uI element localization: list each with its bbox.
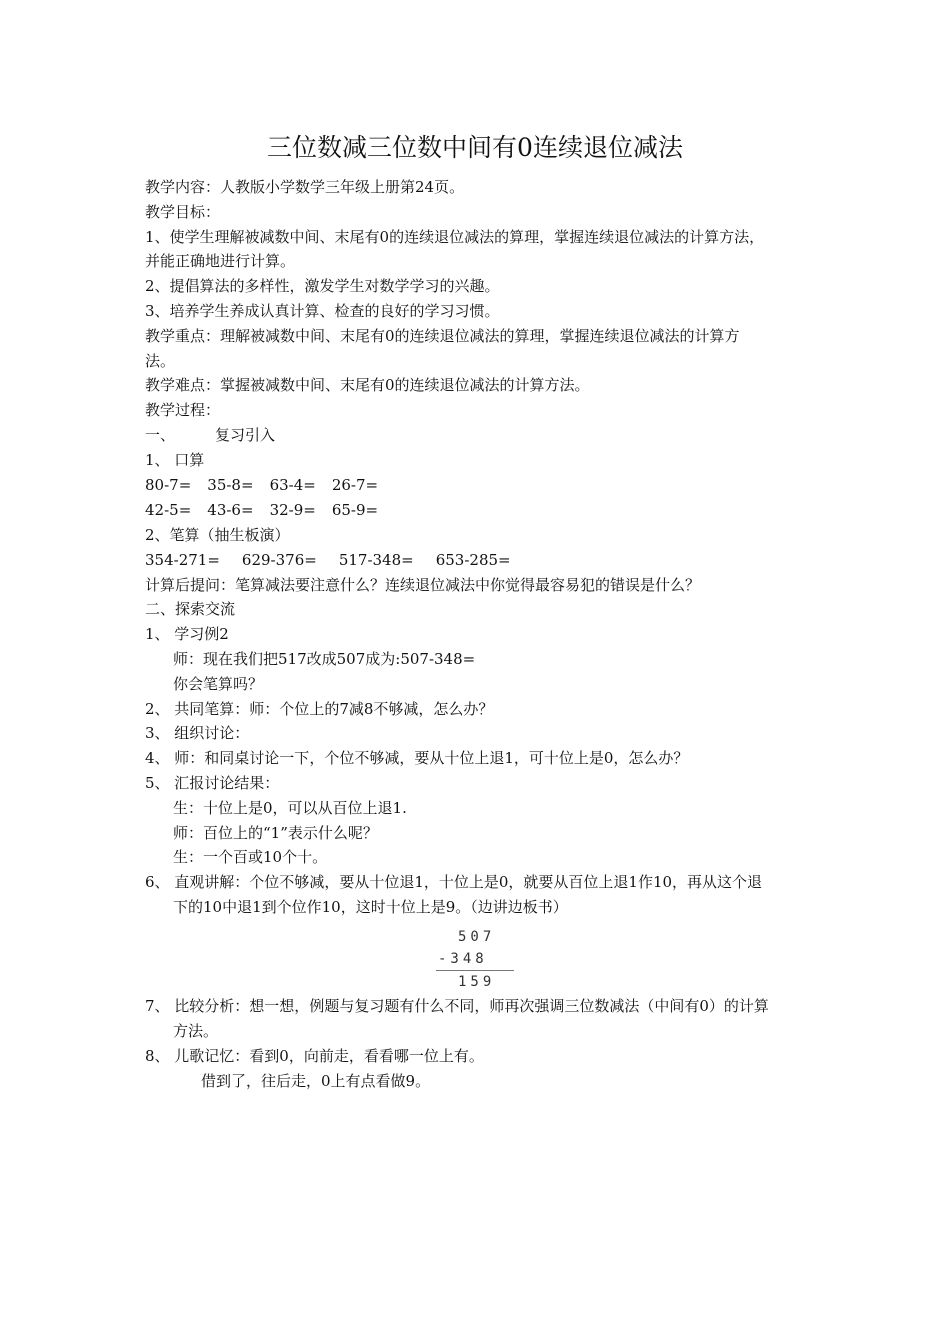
goal-1-line-2: 并能正确地进行计算。 bbox=[145, 252, 296, 270]
step-4: 4、 师：和同桌讨论一下，个位不够减，要从十位上退1，可十位上是0，怎么办？ bbox=[145, 749, 689, 767]
key-point-line-1: 教学重点：理解被减数中间、末尾有0的连续退位减法的算理，掌握连续退位减法的计算方 bbox=[145, 327, 740, 345]
difficulty-point: 教学难点：掌握被减数中间、末尾有0的连续退位减法的计算方法。 bbox=[145, 376, 590, 394]
section-1-heading bbox=[145, 424, 275, 446]
step-5-teacher-question: 师：百位上的“1”表示什么呢？ bbox=[173, 824, 378, 842]
step-8-line-2: 借到了，往后走，0上有点看做9。 bbox=[201, 1072, 431, 1090]
step-1-question: 你会笔算吗？ bbox=[173, 675, 264, 693]
step-8-line-1: 8、 儿歌记忆：看到0，向前走，看看哪一位上有。 bbox=[145, 1047, 484, 1065]
oral-problem: 32-9= bbox=[269, 501, 316, 519]
step-2: 2、 共同笔算：师：个位上的7减8不够减，怎么办？ bbox=[145, 700, 494, 718]
step-7-line-2: 方法。 bbox=[173, 1022, 219, 1040]
step-5-student-answer: 生：十位上是0，可以从百位上退1. bbox=[173, 799, 407, 817]
key-point-line-2: 法。 bbox=[145, 352, 176, 370]
review-question: 计算后提问：笔算减法要注意什么？连续退位减法中你觉得最容易犯的错误是什么？ bbox=[145, 576, 701, 594]
oral-heading: 1、 口算 bbox=[145, 451, 205, 469]
step-1-teacher: 师：现在我们把517改成507成为:507-348= bbox=[173, 650, 476, 668]
step-7-line-1: 7、 比较分析：想一想，例题与复习题有什么不同，师再次强调三位数减法（中间有0）的计算 bbox=[145, 997, 769, 1015]
section-2-heading: 二、探索交流 bbox=[145, 600, 236, 618]
step-6-line-2: 下的10中退1到个位作10，这时十位上是9。（边讲边板书） bbox=[173, 898, 568, 916]
oral-problem: 42-5= bbox=[145, 501, 192, 519]
step-1: 1、 学习例2 bbox=[145, 625, 229, 643]
oral-problem: 80-7= bbox=[145, 476, 192, 494]
process-heading: 教学过程： bbox=[145, 401, 221, 419]
section-1-number: 一、 bbox=[145, 426, 176, 444]
oral-row-1 bbox=[145, 474, 394, 496]
step-5-student-reply: 生：一个百或10个十。 bbox=[173, 848, 328, 866]
oral-problem: 63-4= bbox=[269, 476, 316, 494]
teaching-content: 教学内容：人教版小学数学三年级上册第24页。 bbox=[145, 178, 465, 196]
written-problem: 653-285= bbox=[435, 551, 511, 569]
oral-problem: 65-9= bbox=[331, 501, 379, 519]
written-problem: 354-271= bbox=[145, 551, 220, 569]
goal-1-line-1: 1、使学生理解被减数中间、末尾有0的连续退位减法的算理，掌握连续退位减法的计算方法， bbox=[145, 228, 765, 246]
goal-3: 3、培养学生养成认真计算、检查的良好的学习习惯。 bbox=[145, 302, 500, 320]
vertical-subtraction bbox=[436, 926, 514, 993]
written-heading: 2、笔算（抽生板演） bbox=[145, 526, 290, 544]
oral-problem: 43-6= bbox=[207, 501, 254, 519]
goals-heading: 教学目标： bbox=[145, 203, 221, 221]
written-problem: 517-348= bbox=[338, 551, 414, 569]
document-title: 三位数减三位数中间有0连续退位减法 bbox=[267, 133, 683, 162]
subtrahend: -348 bbox=[438, 951, 488, 967]
step-5: 5、 汇报讨论结果： bbox=[145, 774, 280, 792]
oral-problem: 35-8= bbox=[207, 476, 254, 494]
oral-problem: 26-7= bbox=[331, 476, 379, 494]
step-6-line-1: 6、 直观讲解：个位不够减，要从十位退1，十位上是0，就要从百位上退1作10，再从这个退 bbox=[145, 873, 763, 891]
written-problem: 629-376= bbox=[241, 551, 317, 569]
section-1-label: 复习引入 bbox=[215, 426, 276, 444]
goal-2: 2、提倡算法的多样性，激发学生对数学学习的兴趣。 bbox=[145, 277, 500, 295]
minuend: 507 bbox=[458, 929, 496, 945]
written-row bbox=[145, 549, 533, 571]
difference: 159 bbox=[458, 974, 496, 990]
oral-row-2 bbox=[145, 499, 394, 521]
step-3: 3、 组织讨论： bbox=[145, 724, 250, 742]
